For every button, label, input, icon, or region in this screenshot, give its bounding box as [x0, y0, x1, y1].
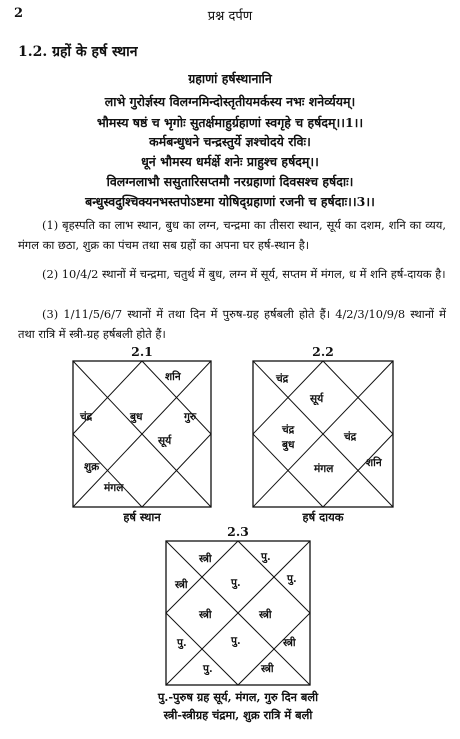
paragraph-1: (1) बृहस्पति का लाभ स्थान, बुध का लग्न, चन्द्रमा का तीसरा स्थान, सूर्य का दशम, शनि का व्यय, मंगल का छठा, शुक्र का पंचम तथा सब ग्रहों का अपना घर हर्ष-स्थान है। — [18, 218, 446, 252]
cell-text: पु. — [177, 637, 187, 649]
cell-text: स्त्री — [283, 637, 296, 649]
cell-text: स्त्री — [175, 579, 188, 591]
shloka-title: ग्रहाणां हर्षस्थानानि — [188, 71, 272, 86]
cell-text: स्त्री — [199, 553, 212, 565]
cell-text: बुध — [282, 439, 295, 451]
chart-label: 2.3 — [227, 524, 249, 539]
cell-text: स्त्री — [199, 609, 212, 621]
cell-text: मंगल — [104, 482, 124, 494]
cell-text: शनि — [165, 371, 181, 383]
shloka-line: विलग्नलाभौ ससुतारिसप्तमौ नरग्रहाणां दिवसश्च हर्षदाः। — [106, 174, 354, 189]
cell-text: चंद्र — [276, 373, 289, 385]
paragraph-2: (2) 10/4/2 स्थानों में चन्द्रमा, चतुर्थ में बुध, लग्न में सूर्य, सप्तम में मंगल, ध में शनि हर्ष-दायक है। — [42, 267, 446, 281]
chart-caption: हर्ष स्थान — [123, 510, 161, 524]
cell-text: बुध — [130, 411, 143, 423]
running-header: प्रश्न दर्पण — [207, 9, 253, 24]
chart-2-1-grid — [72, 360, 212, 508]
shloka-line: भौमस्य षष्ठं च भृगोः सुतर्क्षमाहुर्ग्रहाणां स्वगृहे च हर्षदम्।।1।। — [96, 115, 364, 130]
cell-text: मंगल — [314, 463, 334, 475]
cell-text: पु. — [261, 551, 271, 563]
cell-text: पु. — [287, 573, 297, 585]
chart-2-2-grid — [252, 360, 394, 508]
chart-caption-line: स्त्री-स्त्रीग्रह चंद्रमा, शुक्र रात्रि में बली — [163, 708, 313, 722]
cell-text: शुक्र — [84, 461, 100, 473]
cell-text: स्त्री — [261, 663, 274, 675]
section-title: 1.2. ग्रहों के हर्ष स्थान — [18, 44, 138, 60]
cell-text: पु. — [203, 663, 213, 675]
shloka-line: बन्धुस्वदुश्चिक्यनभस्तपोऽष्टमा योषिद्ग्रहाणां रजनी च हर्षदाः।।3।। — [85, 194, 375, 209]
cell-text: स्त्री — [259, 609, 272, 621]
cell-text: चंद्र — [282, 424, 295, 436]
page-number: 2 — [14, 6, 24, 21]
chart-label: 2.2 — [312, 344, 334, 359]
paragraph-3: (3) 1/11/5/6/7 स्थानों में तथा दिन में पुरुष-ग्रह हर्षबली होते हैं। 4/2/3/10/9/8 स्थानों में तथा रात्रि में स्त्री-ग्रह हर्षबली होते हैं। — [18, 307, 446, 341]
chart-label: 2.1 — [131, 344, 153, 359]
chart-2-3-grid — [165, 540, 311, 686]
cell-text: पु. — [231, 635, 241, 647]
cell-text: सूर्य — [158, 435, 172, 447]
cell-text: सूर्य — [310, 393, 324, 405]
shloka-line: लाभे गुरोर्ज्ञस्य विलग्नमिन्दोस्तृतीयमर्कस्य नभः शनेर्व्ययम्। — [104, 94, 356, 109]
chart-caption-line: पु.-पुरुष ग्रह सूर्य, मंगल, गुरु दिन बली — [157, 690, 319, 704]
cell-text: शनि — [366, 457, 382, 469]
cell-text: चंद्र — [344, 431, 357, 443]
shloka-line: कर्मबन्धुधने चन्द्रस्तुर्ये ज्ञश्चोदये रविः। — [149, 134, 311, 149]
cell-text: चंद्र — [80, 411, 93, 423]
cell-text: पु. — [231, 577, 241, 589]
chart-caption: हर्ष दायक — [302, 510, 344, 524]
shloka-line: धूनं भौमस्य धर्मर्क्षे शनेः प्राहुश्च हर्षदम्।। — [141, 154, 319, 169]
cell-text: गुरु — [184, 411, 197, 423]
